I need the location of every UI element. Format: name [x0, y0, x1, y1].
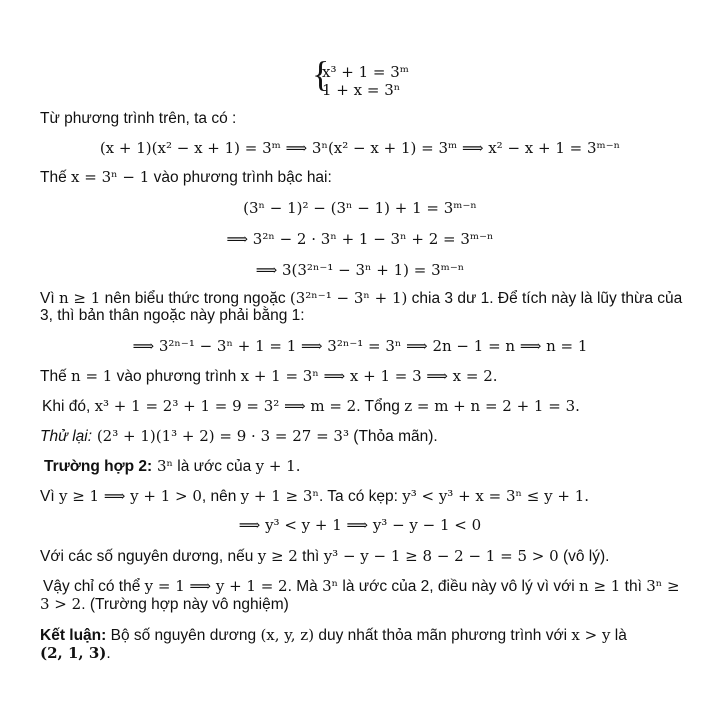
math: y³ < y³ + x = 3ⁿ ≤ y + 1.	[402, 487, 590, 505]
math: x³ + 1 = 2³ + 1 = 9 = 3² ⟹ m = 2	[94, 397, 357, 415]
paragraph-then	[42, 397, 580, 416]
brace-symbol: {	[312, 54, 330, 94]
paragraph-so-only	[43, 577, 680, 596]
text: (vô lý).	[558, 548, 610, 565]
math: n = 1	[71, 367, 113, 385]
text: Thế	[40, 169, 72, 186]
math: x = 3ⁿ − 1	[71, 168, 150, 186]
paragraph-verify	[40, 427, 438, 446]
math: n ≥ 1	[579, 577, 621, 595]
text: . Tổng	[356, 398, 405, 415]
math: y + 1.	[255, 457, 301, 475]
paragraph-because-y	[40, 487, 589, 506]
math: 3ⁿ ≥	[646, 577, 680, 595]
text: thì	[297, 548, 324, 565]
paragraph-because-n	[40, 289, 682, 308]
math: (x, y, z)	[260, 626, 315, 644]
equation-main: (x + 1)(x² − x + 1) = 3ᵐ ⟹ 3ⁿ(x² − x + 1) = 3ᵐ ⟹ x² − x + 1 = 3ᵐ⁻ⁿ	[99, 139, 621, 157]
paragraph-conclusion	[40, 626, 627, 645]
text: (Thỏa mãn).	[348, 428, 438, 445]
math: (3²ⁿ⁻¹ − 3ⁿ + 1)	[289, 289, 408, 307]
answer-tuple: (2, 1, 3)	[40, 644, 107, 662]
conclusion-label: Kết luận:	[40, 627, 107, 644]
math: 3 > 2	[40, 595, 82, 613]
text: duy nhất thỏa mãn phương trình với	[314, 627, 572, 644]
math: n ≥ 1	[58, 289, 101, 307]
paragraph-substitute-n	[40, 367, 498, 386]
text: Vì	[40, 488, 59, 505]
math: y + 1 ≥ 3ⁿ	[240, 487, 319, 505]
paragraph-so-only-line2	[40, 595, 289, 614]
system-eq-1: x³ + 1 = 3ᵐ	[322, 63, 409, 81]
equation-step-3: ⟹ 3(3²ⁿ⁻¹ − 3ⁿ + 1) = 3ᵐ⁻ⁿ	[255, 261, 465, 279]
math: y = 1 ⟹ y + 1 = 2	[144, 577, 288, 595]
math: z = m + n = 2 + 1 = 3.	[404, 397, 580, 415]
text: , nên	[201, 488, 241, 505]
text: là ước của	[173, 458, 256, 475]
text: . (Trường hợp này vô nghiệm)	[81, 596, 289, 613]
paragraph-conclusion-line2	[40, 644, 111, 663]
math: 3ⁿ	[322, 577, 339, 595]
equation-y: ⟹ y³ < y + 1 ⟹ y³ − y − 1 < 0	[238, 516, 482, 534]
case-label: Trường hợp 2:	[44, 458, 153, 475]
text: là	[610, 627, 627, 644]
text: Với các số nguyên dương, nếu	[40, 548, 258, 565]
label-italic: Thử lại:	[40, 428, 93, 445]
paragraph-positive-integers	[40, 547, 609, 566]
heading-case-2	[44, 457, 300, 476]
paragraph-intro: Từ phương trình trên, ta có :	[40, 110, 237, 127]
system-eq-2: 1 + x = 3ⁿ	[322, 81, 401, 99]
text: Bộ số nguyên dương	[106, 627, 261, 644]
text: Thế	[40, 368, 72, 385]
math: 3ⁿ	[152, 457, 173, 475]
text: thì	[620, 578, 647, 595]
equation-step-2: ⟹ 3²ⁿ − 2 · 3ⁿ + 1 − 3ⁿ + 2 = 3ᵐ⁻ⁿ	[226, 230, 494, 248]
text: . Ta có kẹp:	[318, 488, 403, 505]
math: y ≥ 1 ⟹ y + 1 > 0	[58, 487, 202, 505]
math: x + 1 = 3ⁿ ⟹ x + 1 = 3 ⟹ x = 2.	[240, 367, 498, 385]
text: Vậy chỉ có thể	[43, 578, 145, 595]
math: (2³ + 1)(1³ + 2) = 9 · 3 = 27 = 3³	[92, 427, 349, 445]
math: y ≥ 2	[257, 547, 298, 565]
text: .	[106, 645, 111, 662]
text: chia 3 dư 1. Để tích này là lũy thừa của	[407, 290, 683, 307]
math: y³ − y − 1 ≥ 8 − 2 − 1 = 5 > 0	[323, 547, 559, 565]
text: . Mà	[287, 578, 323, 595]
math: x > y	[571, 626, 611, 644]
text: Vì	[40, 290, 59, 307]
text: vào phương trình	[112, 368, 241, 385]
text: nên biểu thức trong ngoặc	[100, 290, 290, 307]
paragraph-substitute	[40, 168, 332, 187]
text: Khi đó,	[42, 398, 95, 415]
text: là ước của 2, điều này vô lý vì với	[338, 578, 580, 595]
text: vào phương trình bậc hai:	[149, 169, 332, 186]
paragraph-because-n-line2: 3, thì bản thân ngoặc này phải bằng 1:	[40, 307, 305, 324]
equation-solve-n: ⟹ 3²ⁿ⁻¹ − 3ⁿ + 1 = 1 ⟹ 3²ⁿ⁻¹ = 3ⁿ ⟹ 2n − 1 = n ⟹ n = 1	[132, 337, 588, 355]
equation-step-1: (3ⁿ − 1)² − (3ⁿ − 1) + 1 = 3ᵐ⁻ⁿ	[243, 199, 477, 217]
